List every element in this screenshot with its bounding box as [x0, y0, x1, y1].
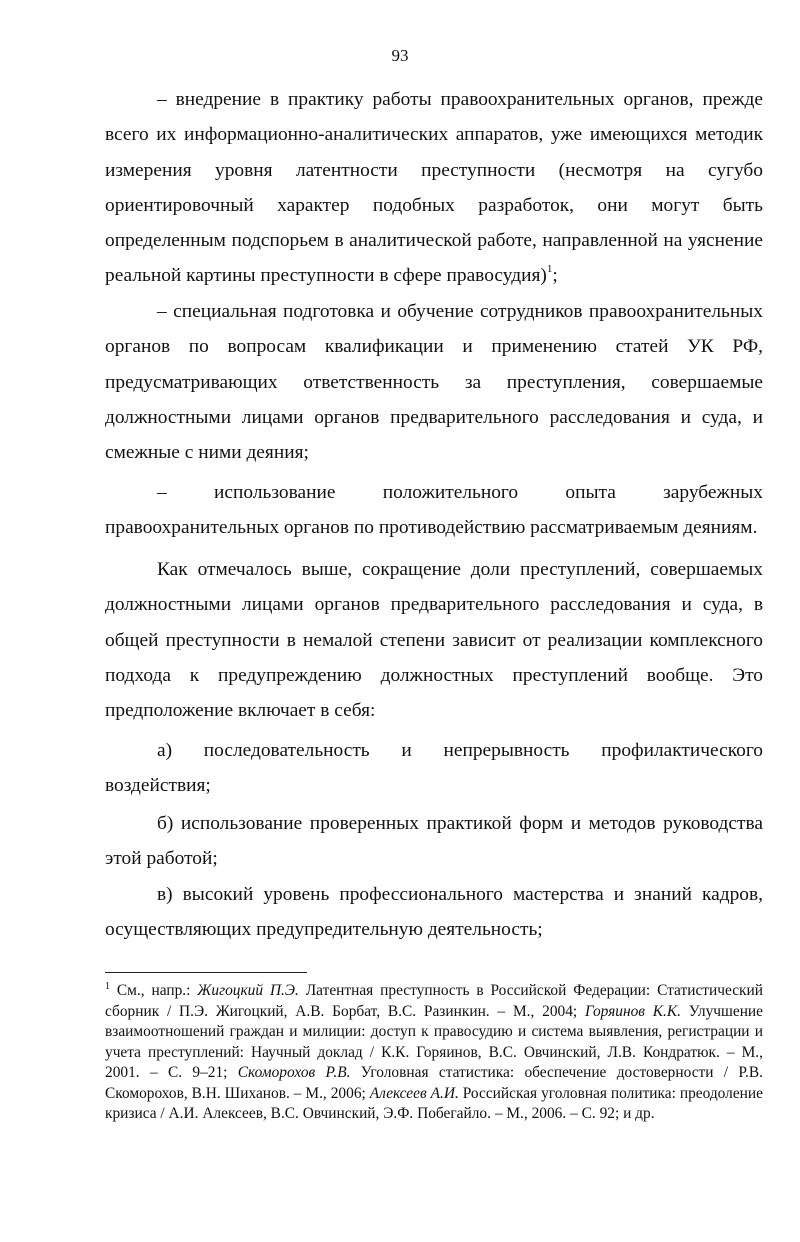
list-item-a: а) последовательность и непрерывность профилактического воздействия;: [105, 740, 763, 797]
paragraph-1: – внедрение в практику работы правоохранительных органов, прежде всего их информационно-аналитических аппаратов, уже имеющихся методик измерения уровня латентности преступности (несмотря на сугубо ориентировочный характер подобных разработок, они могут быть определенным подспорьем в аналитической работе, направленной на уяснение реальной картины преступности в сфере правосудия)$^1$;: [105, 89, 763, 287]
author-name: Алексеев А.И.: [369, 1084, 459, 1102]
author-name: Жигоцкий П.Э.: [197, 982, 299, 999]
paragraph-2: – специальная подготовка и обучение сотрудников правоохранительных органов по вопросам квалификации и применению статей УК РФ, предусматривающих ответственность за преступления, совершаемые должностными лицами органов предварительного расследования и суда, и смежные с ними деяния;: [105, 301, 763, 464]
author-name: Горяинов К.К.: [584, 1002, 681, 1020]
paragraph-4: Как отмечалось выше, сокращение доли преступлений, совершаемых должностными лицами органов предварительного расследования и суда, в общей преступности в немалой степени зависит от реализации комплексного подхода к предупреждению должностных преступлений вообще. Это предположение включает в себя:: [105, 559, 763, 722]
author-name: Скоморохов Р.В.: [237, 1064, 351, 1081]
footnote-divider: [105, 972, 307, 973]
list-item-b: б) использование проверенных практикой форм и методов руководства этой работой;: [105, 813, 763, 870]
page-number: 93: [391, 46, 409, 65]
footnote-mark: 1: [105, 981, 110, 992]
paragraph-3: – использование положительного опыта зарубежных правоохранительных органов по противодействию рассматриваемым деяниям.: [105, 482, 763, 539]
footnote-ref: 1: [546, 263, 553, 276]
footnote: $^1$ См., напр.: Жигоцкий П.Э. Латентная преступность в Российской Федерации: Статистический сборник / П.Э. Жигоцкий, А.В. Борбат, В.С. Разинкин. – М., 2004; Горяинов К.К. Улучшение взаимоотношений граждан и милиции: доступ к правосудию и система выявления, регистрации и учета преступлений: Научный доклад / К.К. Горяинов, В.С. Овчинский, Л.В. Кондратюк. – М., 2001. – С. 9–21; Скоморохов Р.В. Уголовная статистика: обеспечение достоверности / Р.В. Скоморохов, В.Н. Шиханов. – М., 2006; Алексеев А.И. Российская уголовная политика: преодоление кризиса / А.И. Алексеев, В.С. Овчинский, Э.Ф. Побегайло. – М., 2006. – С. 92; и др.: [105, 981, 763, 1122]
list-item-c: в) высокий уровень профессионального мастерства и знаний кадров, осуществляющих предупредительную деятельность;: [105, 884, 763, 941]
